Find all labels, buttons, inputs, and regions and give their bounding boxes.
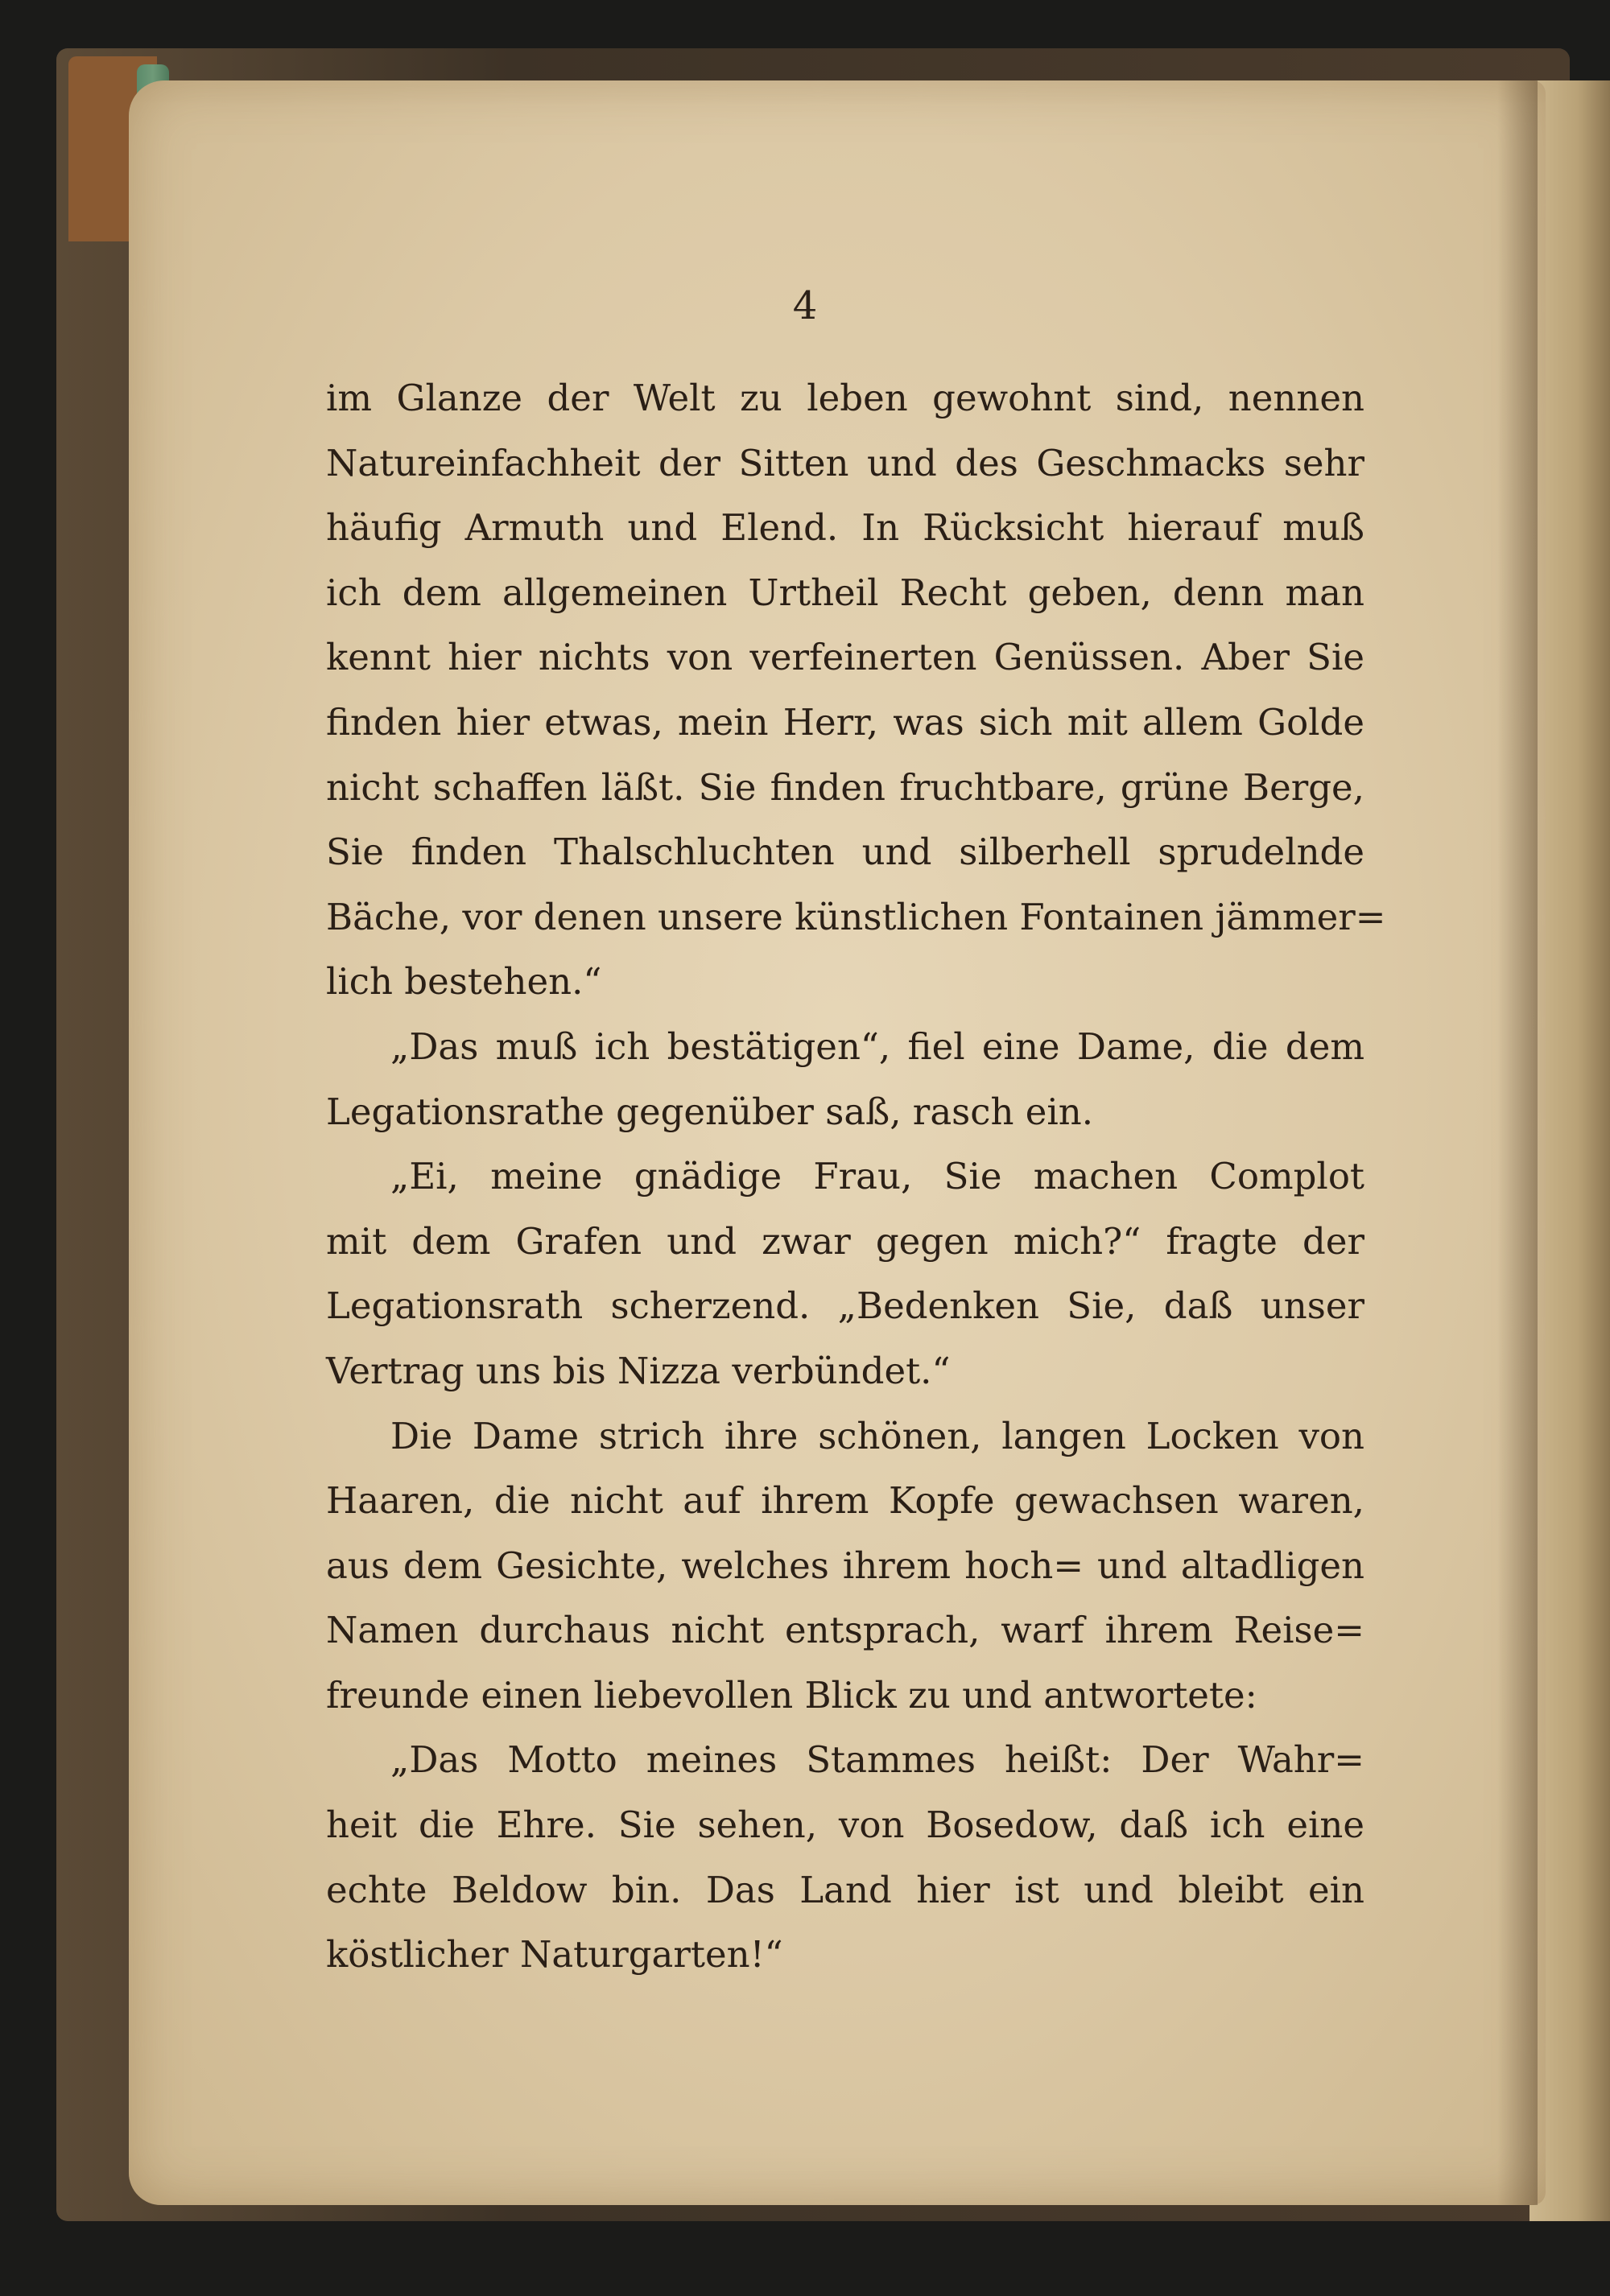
text-line: lich bestehen.“	[326, 960, 602, 1004]
page-text	[326, 366, 1386, 1988]
text-line: Sie finden Thalschluchten und silberhell sprudelnde	[326, 831, 1364, 874]
text-line: im Glanze der Welt zu leben gewohnt sind, nennen	[326, 377, 1364, 419]
text-line: Haaren, die nicht auf ihrem Kopfe gewachsen waren,	[326, 1479, 1364, 1523]
text-line: „Das muß ich bestätigen“, fiel eine Dame, die dem	[390, 1024, 1364, 1068]
text-line: heit die Ehre. Sie sehen, von Bosedow, daß ich eine	[326, 1803, 1364, 1847]
text-line: Legationsrath scherzend. „Bedenken Sie, daß unser	[326, 1284, 1364, 1328]
gutter-shadow	[1497, 80, 1538, 2205]
text-line: Namen durchaus nicht entsprach, warf ihrem Reise=	[326, 1609, 1364, 1652]
text-line: aus dem Gesichte, welches ihrem hoch= und altadligen	[326, 1544, 1364, 1587]
text-line: Legationsrathe gegenüber saß, rasch ein.	[326, 1090, 1094, 1133]
text-line: köstlicher Naturgarten!“	[326, 1933, 783, 1977]
text-line: „Das Motto meines Stammes heißt: Der Wahr=	[390, 1738, 1364, 1782]
text-line: Vertrag uns bis Nizza verbündet.“	[326, 1349, 951, 1392]
text-line: finden hier etwas, mein Herr, was sich mit allem Golde	[326, 700, 1364, 744]
text-line: nicht schaffen läßt. Sie finden fruchtbare, grüne Berge,	[326, 765, 1364, 809]
text-line: kennt hier nichts von verfeinerten Genüssen. Aber Sie	[326, 636, 1364, 679]
text-line: Bäche, vor denen unsere künstlichen Fontainen jämmer=	[326, 895, 1386, 938]
text-line: freunde einen liebevollen Blick zu und antwortete:	[326, 1673, 1257, 1717]
text-line: häufig Armuth und Elend. In Rücksicht hierauf muß	[326, 506, 1364, 550]
text-line: Natureinfachheit der Sitten und des Geschmacks sehr	[326, 441, 1364, 484]
text-line: Die Dame strich ihre schönen, langen Locken von	[390, 1414, 1364, 1457]
text-line: mit dem Grafen und zwar gegen mich?“ fragte der	[326, 1219, 1364, 1263]
text-line: „Ei, meine gnädige Frau, Sie machen Complot	[390, 1155, 1364, 1198]
page-number: 4	[792, 283, 818, 328]
text-line: ich dem allgemeinen Urtheil Recht geben, denn man	[326, 571, 1364, 614]
text-line: echte Beldow bin. Das Land hier ist und bleibt ein	[326, 1868, 1364, 1911]
